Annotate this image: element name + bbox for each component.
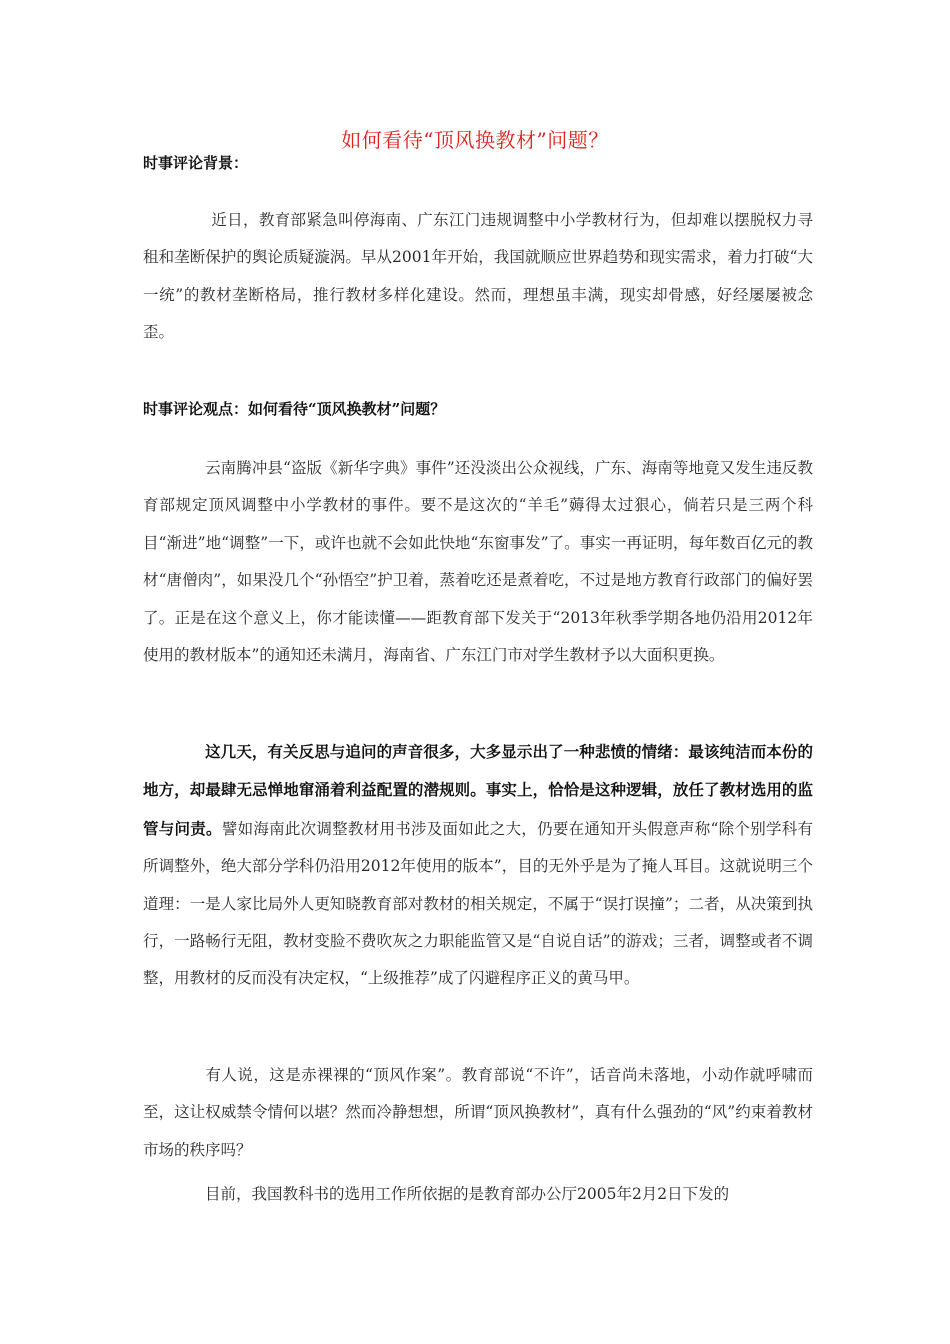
paragraph-2-bold-text: 这几天，有关反思与追问的声音很多，大多显示出了一种悲愤的情绪：最该纯洁而本份的地方，却最肆无忌惮地窜涌着利益配置的潜规则。事实上，恰恰是这种逻辑，放任了教材选用的监管与问责。 — [143, 742, 813, 838]
background-text: 近日，教育部紧急叫停海南、广东江门违规调整中小学教材行为，但却难以摆脱权力寻租和垄断保护的舆论质疑漩涡。早从2001年开始，我国就顺应世界趋势和现实需求，着力打破“大一统”的教材垄断格局，推行教材多样化建设。然而，理想虽丰满，现实却骨感，好经屡屡被念歪。 — [143, 211, 813, 342]
paragraph-2-text: 譬如海南此次调整教材用书涉及面如此之大，仍要在通知开头假意声称“除个别学科有所调整外，绝大部分学科仍沿用2012年使用的版本”，目的无外乎是为了掩人耳目。这就说明三个道理：一是人家比局外人更知晓教育部对教材的相关规定，不属于“误打误撞”；二者，从决策到执行，一路畅行无阻，教材变脸不费吹灰之力职能监管又是“自说自话”的游戏；三者，调整或者不调整，用教材的反而没有决定权，“上级推荐”成了闪避程序正义的黄马甲。 — [143, 819, 813, 988]
paragraph-1-text: 云南腾冲县“盗版《新华字典》事件”还没淡出公众视线，广东、海南等地竟又发生违反教育部规定顶风调整中小学教材的事件。要不是这次的“羊毛”薅得太过狠心，倘若只是三两个科目“渐进”地“调整”一下，或许也就不会如此快地“东窗事发”了。事实一再证明，每年数百亿元的教材“唐僧肉”，如果没几个“孙悟空”护卫着，蒸着吃还是煮着吃，不过是地方教育行政部门的偏好罢了。正是在这个意义上，你才能读懂——距教育部下发关于“2013年秋季学期各地仍沿用2012年使用的教材版本”的通知还未满月，海南省、广东江门市对学生教材予以大面积更换。 — [143, 459, 813, 665]
background-paragraph — [143, 202, 813, 352]
paragraph-3 — [143, 1057, 813, 1169]
paragraph-2 — [143, 733, 813, 998]
paragraph-3-text: 有人说，这是赤裸裸的“顶风作案”。教育部说“不许”，话音尚未落地，小动作就呼啸而至，这让权威禁令情何以堪？然而冷静想想，所谓“顶风换教材”，真有什么强劲的“风”约束着教材市场的秩序吗？ — [143, 1066, 813, 1159]
background-heading: 时事评论背景： — [143, 154, 249, 172]
view-heading: 时事评论观点：如何看待“顶风换教材”问题？ — [143, 400, 446, 418]
document-title: 如何看待“顶风换教材”问题？ — [341, 128, 609, 152]
paragraph-4-text: 目前，我国教科书的选用工作所依据的是教育部办公厅2005年2月2日下发的 — [205, 1185, 730, 1203]
paragraph-1 — [143, 450, 813, 674]
paragraph-4 — [143, 1176, 813, 1213]
